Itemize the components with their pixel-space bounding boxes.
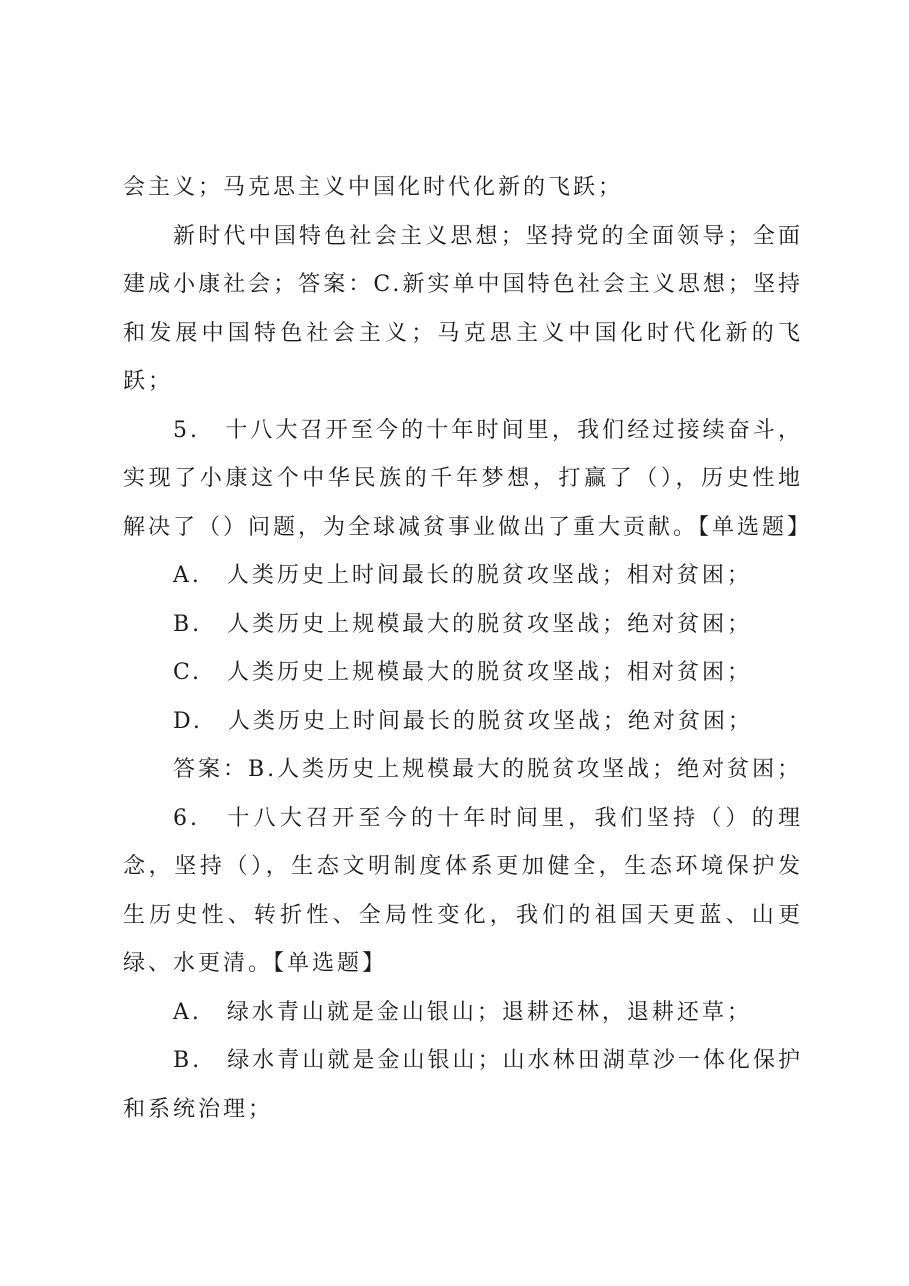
question-6-option-b: B. 绿水青山就是金山银山；山水林田湖草沙一体化保护和系统治理； [123, 1048, 803, 1122]
question-6-option-a: A. 绿水青山就是金山银山；退耕还林，退耕还草； [173, 999, 752, 1025]
question-5-option-d: D. 人类历史上时间最长的脱贫攻坚战；绝对贫困； [173, 708, 753, 734]
document-body [123, 164, 813, 1134]
paragraph-continuation: 会主义；马克思主义中国化时代化新的飞跃； [123, 175, 624, 200]
question-5-option-b: B. 人类历史上规模最大的脱贫攻坚战；绝对贫困； [173, 611, 753, 637]
question-5-option-a: A. 人类历史上时间最长的脱贫攻坚战；相对贫困； [173, 563, 752, 588]
question-6: 6. 十八大召开至今的十年时间里，我们坚持（）的理念，坚持（），生态文明制度体系更加健全，生态环境保护发生历史性、转折性、全局性变化，我们的祖国天更蓝、山更绿、水更清。【单选题】 [123, 805, 803, 976]
paragraph-option-d-answer-c: 新时代中国特色社会主义思想；坚持党的全面领导；全面建成小康社会；答案：C.新实单中国特色社会主义思想；坚持和发展中国特色社会主义；马克思主义中国化时代化新的飞跃； [123, 223, 803, 394]
question-5: 5. 十八大召开至今的十年时间里，我们经过接续奋斗，实现了小康这个中华民族的千年梦想，打赢了（），历史性地解决了（）问题，为全球减贫事业做出了重大贡献。【单选题】 [123, 417, 813, 540]
question-5-option-c: C. 人类历史上规模最大的脱贫攻坚战；相对贫困； [173, 660, 753, 685]
question-5-answer: 答案：B.人类历史上规模最大的脱贫攻坚战；绝对贫困； [173, 757, 803, 782]
